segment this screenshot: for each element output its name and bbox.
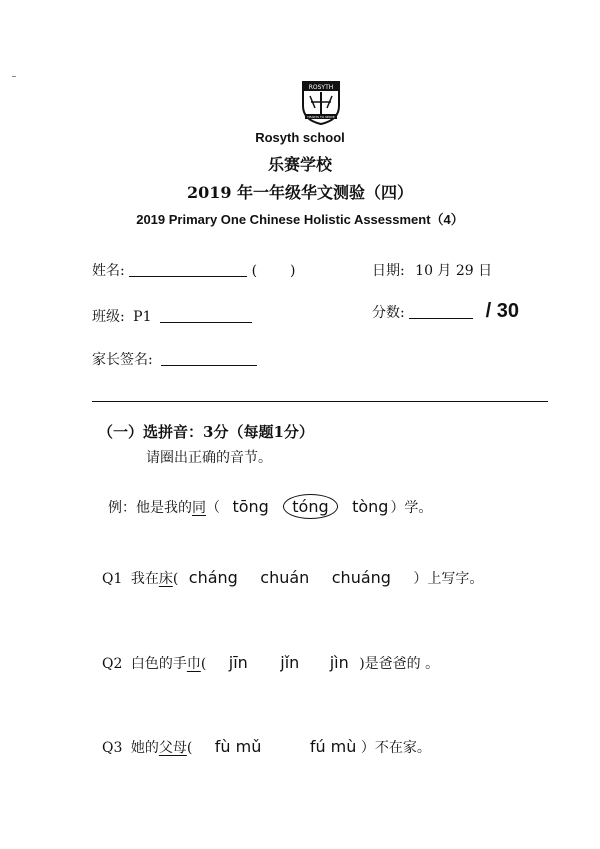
pinyin-option[interactable]: cháng — [188, 568, 238, 587]
example-paren-open: （ — [206, 500, 220, 516]
section-instruction: 请圈出正确的音节。 — [146, 450, 272, 466]
scan-speck — [12, 76, 16, 77]
example-close: ）学。 — [390, 500, 433, 516]
example-prefix: 例：他是我的 — [108, 500, 192, 516]
parent-sign-label: 家长签名: — [92, 352, 153, 368]
svg-text:HEARTS TO SERVE: HEARTS TO SERVE — [307, 115, 335, 119]
question-paren-open: ( — [186, 740, 193, 756]
question-row — [102, 737, 431, 757]
svg-text:ROSYTH: ROSYTH — [308, 84, 334, 91]
section-heading: （一）选拼音：3分（每题1分） — [98, 423, 314, 441]
example-target-char: 同 — [192, 500, 206, 516]
question-close: ）上写字。 — [413, 571, 484, 587]
class-field — [92, 306, 252, 326]
pinyin-option[interactable]: chuáng — [331, 568, 391, 587]
example-option-1: tōng — [232, 497, 269, 516]
question-target-char: 床 — [158, 571, 173, 587]
name-blank[interactable] — [129, 262, 247, 277]
name-label: 姓名: — [92, 263, 125, 279]
date-label: 日期: — [372, 263, 405, 279]
school-name-en: Rosyth school — [255, 130, 345, 145]
question-close: ）不在家。 — [360, 740, 431, 756]
date-value: 10 月 29 日 — [415, 263, 493, 279]
school-name-cn: 乐赛学校 — [267, 155, 332, 174]
question-prefix: 我在 — [130, 571, 159, 587]
question-row — [102, 568, 483, 588]
pinyin-option[interactable]: jǐn — [280, 653, 300, 672]
question-target-char: 父母 — [158, 740, 187, 756]
name-paren-open: ( — [251, 263, 258, 279]
class-blank[interactable] — [160, 308, 252, 323]
parent-signature-blank[interactable] — [161, 351, 257, 366]
example-option-2-circled: tóng — [283, 494, 337, 519]
example-line — [108, 494, 432, 519]
question-close: )是爸爸的 。 — [359, 656, 440, 672]
pinyin-option[interactable]: jìn — [329, 653, 349, 672]
question-paren-open: ( — [172, 571, 179, 587]
pinyin-option[interactable]: jīn — [228, 653, 248, 672]
name-field — [92, 260, 295, 280]
class-value: P1 — [133, 309, 152, 325]
score-field — [372, 300, 519, 323]
test-title-en: 2019 Primary One Chinese Holistic Assessment（4） — [136, 212, 464, 227]
test-title-cn: 2019 年一年级华文测验（四） — [186, 183, 414, 202]
date-field — [372, 260, 492, 280]
score-label: 分数: — [372, 305, 405, 321]
question-paren-open: ( — [200, 656, 207, 672]
score-blank[interactable] — [409, 304, 473, 319]
school-crest-icon — [301, 80, 341, 126]
pinyin-option[interactable]: fú mù — [309, 737, 357, 756]
question-number: Q2 — [102, 656, 123, 672]
name-paren-close: ) — [290, 263, 296, 279]
example-option-3: tòng — [352, 497, 389, 516]
question-number: Q1 — [102, 571, 123, 587]
question-prefix: 白色的手 — [130, 656, 187, 672]
question-number: Q3 — [102, 740, 123, 756]
pinyin-option[interactable]: fù mǔ — [214, 737, 262, 756]
question-row — [102, 653, 439, 673]
score-total: / 30 — [485, 300, 519, 322]
class-label: 班级: — [92, 309, 125, 325]
pinyin-option[interactable]: chuán — [260, 568, 310, 587]
divider — [92, 401, 548, 402]
parent-signature-field — [92, 349, 257, 369]
question-prefix: 她的 — [130, 740, 159, 756]
question-target-char: 巾 — [186, 656, 201, 672]
